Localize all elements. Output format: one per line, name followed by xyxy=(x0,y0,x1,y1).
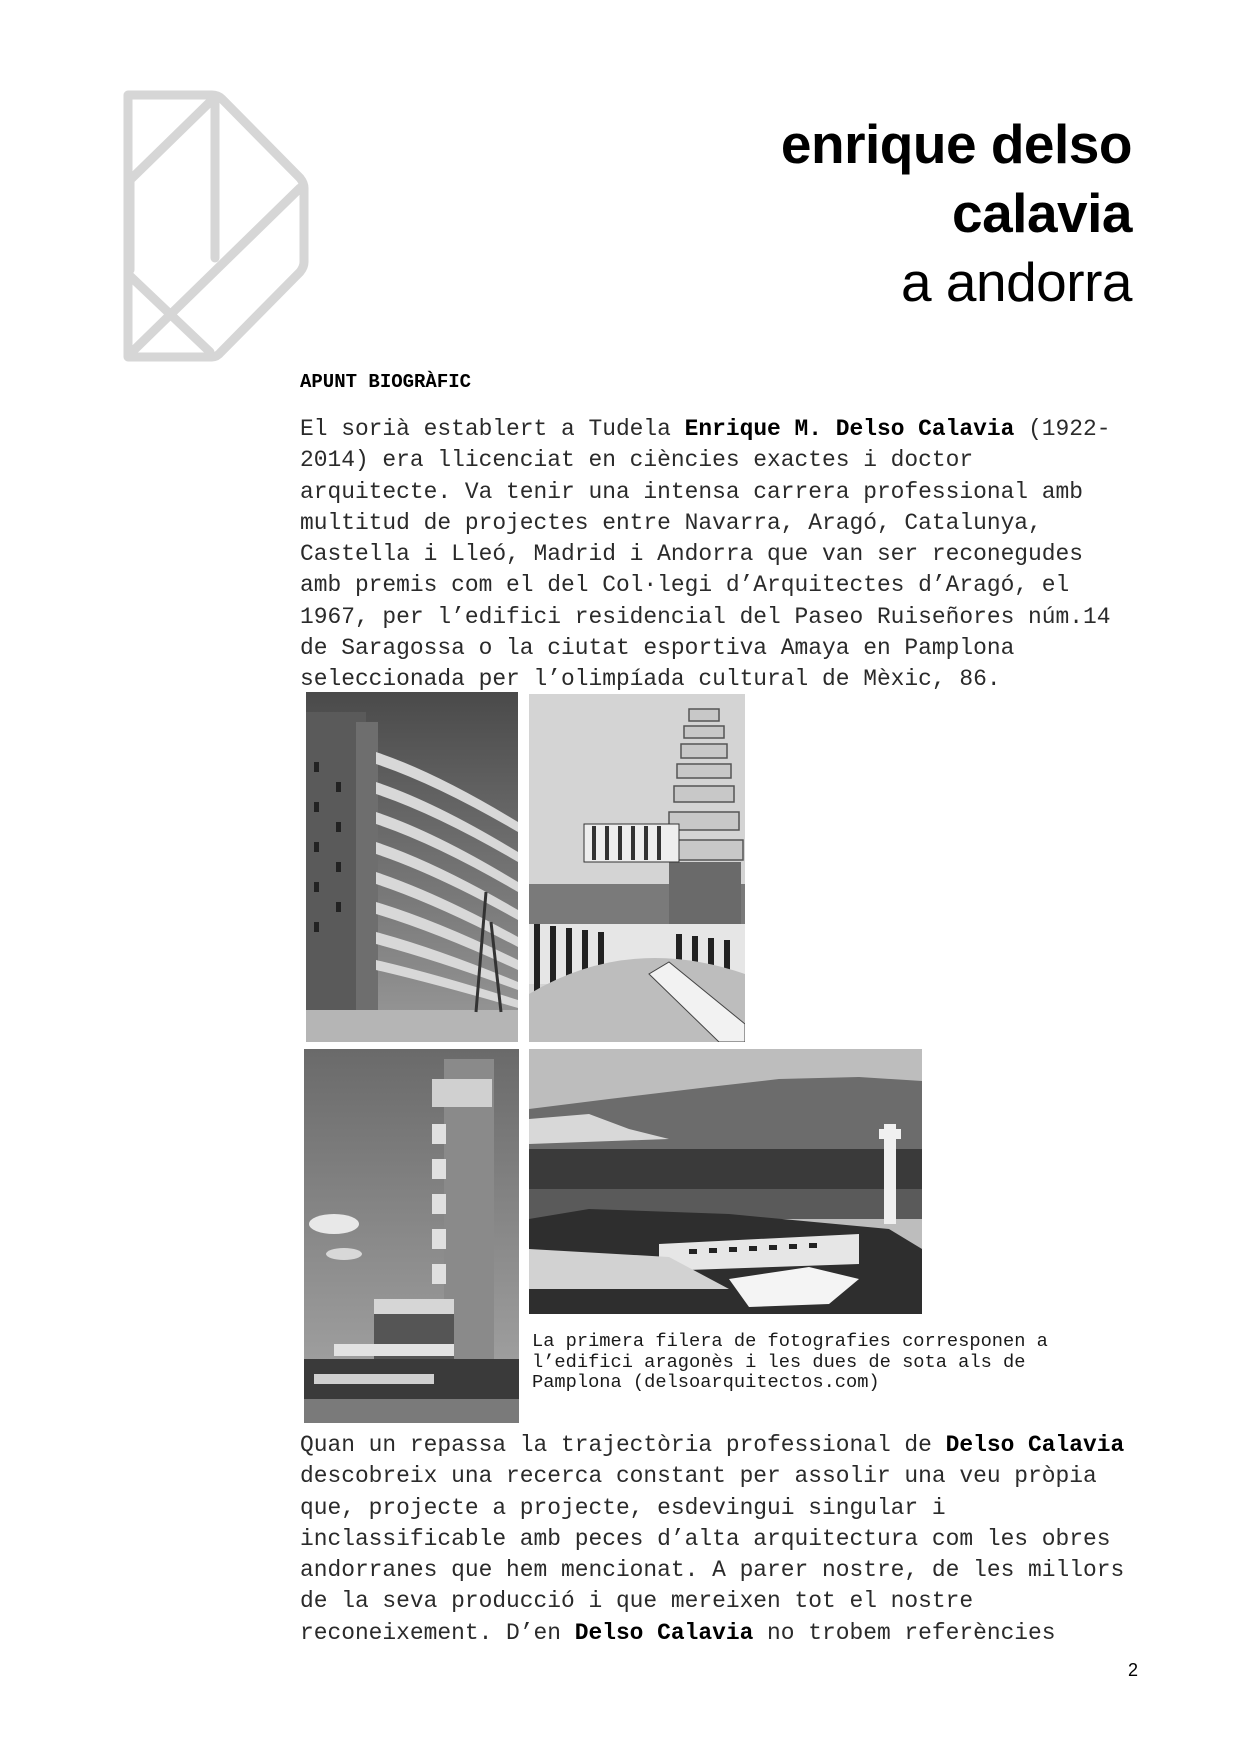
photo-tower-building xyxy=(304,1049,519,1423)
text-run: reconeixement. D’en xyxy=(300,1619,575,1646)
text-run: andorranes que hem mencionat. A parer nostre, de les millors xyxy=(300,1557,1125,1583)
text-line xyxy=(300,633,1111,664)
text-run: multitud de projectes entre Navarra, Aragó, Catalunya, xyxy=(300,509,1042,536)
text-line xyxy=(300,1430,1124,1461)
text-run: que, projecte a projecte, esdevingui singular i xyxy=(300,1494,946,1521)
text-line xyxy=(300,1555,1124,1586)
text-line xyxy=(300,414,1111,445)
photo-residential-building xyxy=(306,692,518,1042)
text-line xyxy=(300,570,1111,601)
text-line xyxy=(300,1586,1124,1617)
text-run: descobreix una recerca constant per assolir una veu pròpia xyxy=(300,1463,1097,1490)
text-run: no trobem referències xyxy=(753,1619,1056,1646)
caption-line: La primera filera de fotografies corresponen a xyxy=(532,1330,1048,1352)
text-line xyxy=(300,1493,1124,1524)
page-number: 2 xyxy=(1128,1660,1139,1680)
title-line-1: enrique delso xyxy=(780,113,1132,175)
career-paragraph xyxy=(300,1430,1124,1649)
bold-name: Delso Calavia xyxy=(574,1619,754,1646)
title-line-2: calavia xyxy=(951,182,1132,244)
text-line xyxy=(300,1618,1124,1649)
text-run: Castella i Lleó, Madrid i Andorra que van ser reconegudes xyxy=(300,541,1083,567)
photo-pagoda-tower xyxy=(529,694,745,1042)
text-run: Quan un repassa la trajectòria professional de xyxy=(300,1432,946,1458)
bold-name: Enrique M. Delso Calavia xyxy=(684,416,1015,442)
text-run: seleccionada per l’olimpíada cultural de Mèxic, 86. xyxy=(300,666,1001,692)
bold-name: Delso Calavia xyxy=(945,1432,1125,1458)
text-line xyxy=(300,445,1111,476)
section-heading: APUNT BIOGRÀFIC xyxy=(300,371,472,393)
text-line xyxy=(300,539,1111,570)
text-run: inclassificable amb peces d’alta arquitectura com les obres xyxy=(300,1525,1111,1552)
biography-paragraph xyxy=(300,414,1111,695)
text-line xyxy=(300,1524,1124,1555)
text-line xyxy=(300,477,1111,508)
text-line xyxy=(300,508,1111,539)
caption-line: l’edifici aragonès i les dues de sota als de xyxy=(532,1350,1026,1373)
text-line xyxy=(300,664,1111,695)
photo-caption xyxy=(532,1331,1048,1393)
text-run: arquitecte. Va tenir una intensa carrera professional amb xyxy=(300,478,1083,505)
text-line xyxy=(300,1461,1124,1492)
text-run: (1922- xyxy=(1014,416,1111,442)
text-run: El sorià establert a Tudela xyxy=(300,416,685,442)
text-line xyxy=(300,602,1111,633)
caption-line: Pamplona (delsoarquitectos.com) xyxy=(532,1371,880,1394)
text-run: 1967, per l’edifici residencial del Paseo Ruiseñores núm.14 xyxy=(300,603,1111,630)
document-title xyxy=(781,110,1132,317)
title-line-3: a andorra xyxy=(901,251,1132,313)
text-run: de la seva producció i que mereixen tot el nostre xyxy=(300,1588,974,1615)
photo-sports-complex xyxy=(529,1049,922,1314)
text-run: 2014) era llicenciat en ciències exactes i doctor xyxy=(300,447,974,474)
text-run: de Saragossa o la ciutat esportiva Amaya en Pamplona xyxy=(300,634,1015,661)
text-run: amb premis com el del Col·legi d’Arquitectes d’Aragó, el xyxy=(300,572,1070,599)
